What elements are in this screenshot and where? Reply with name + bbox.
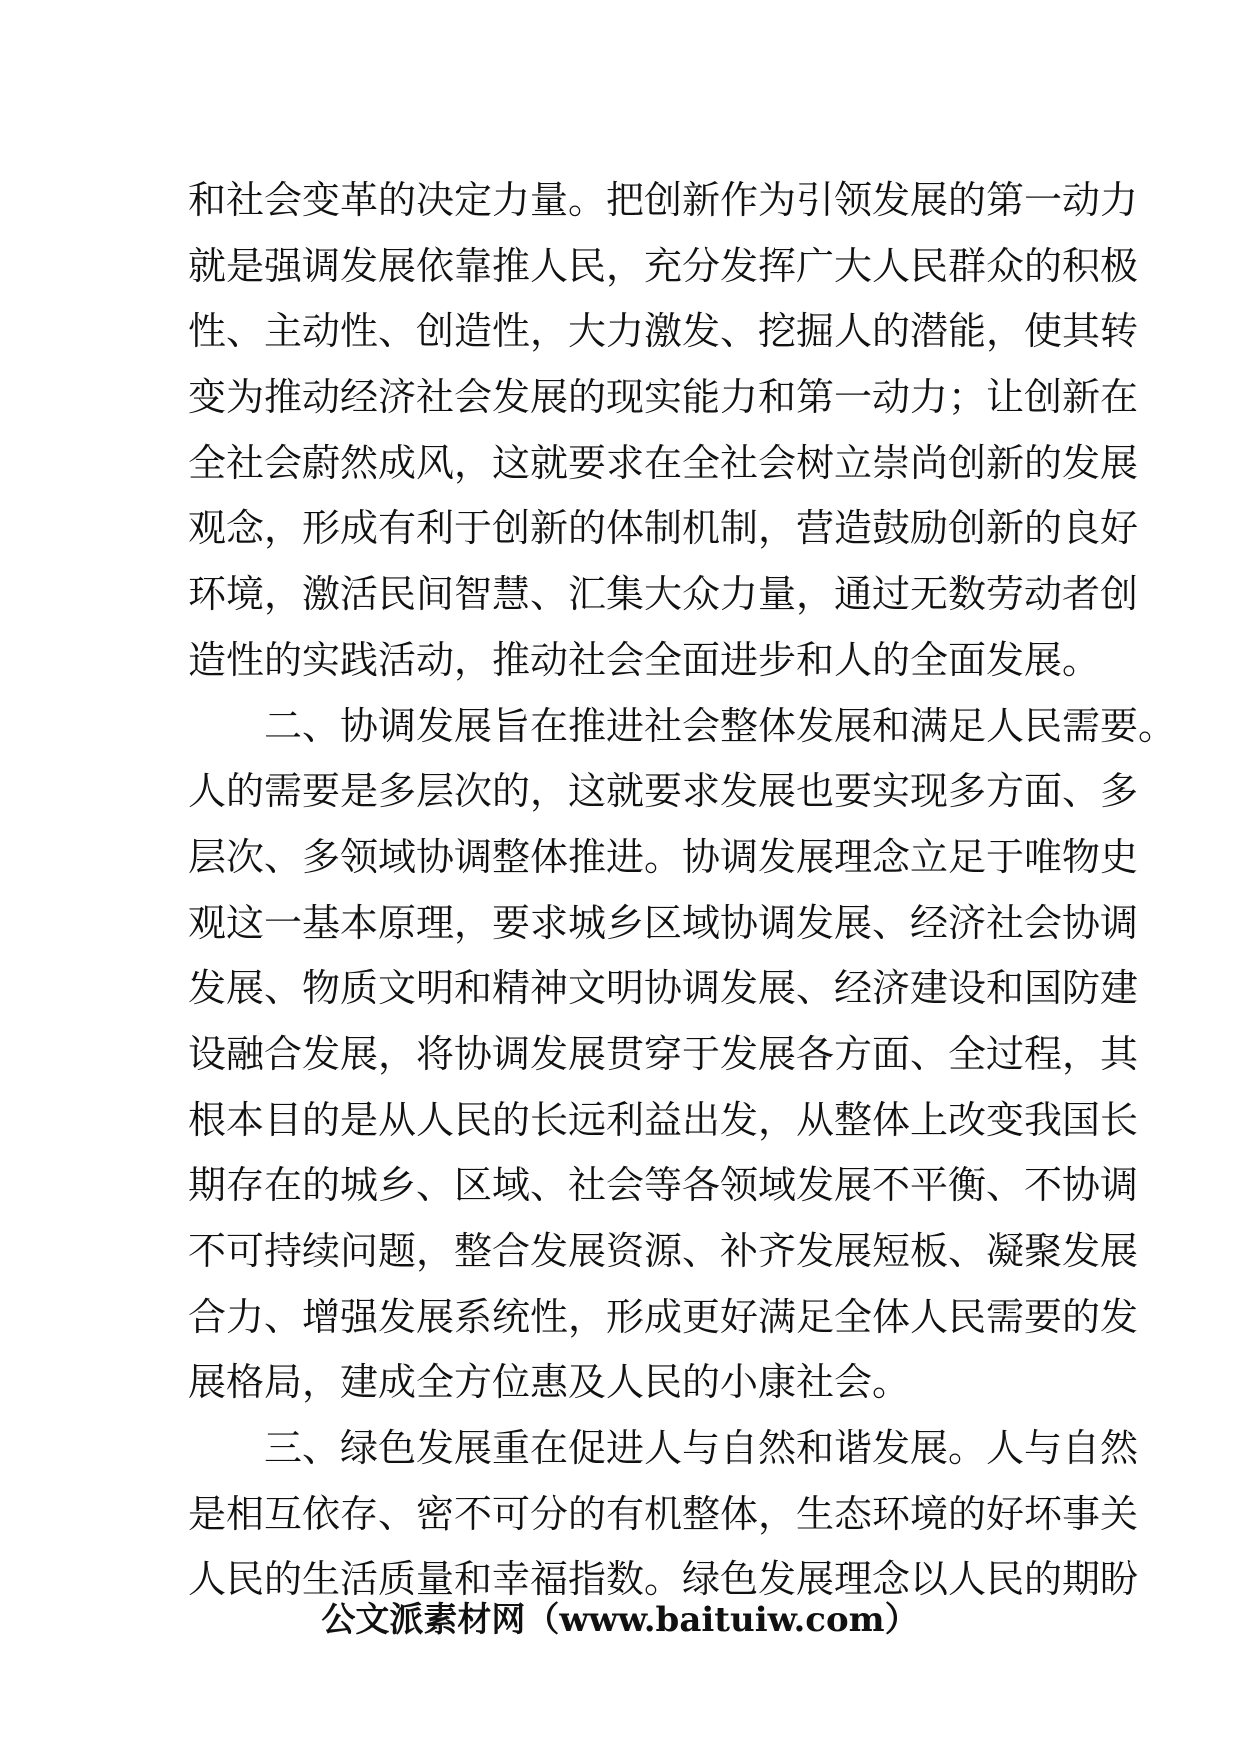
paragraph-heading-line: 二、协调发展旨在推进社会整体发展和满足人民需要。	[188, 703, 1177, 748]
text-line: 展格局，建成全方位惠及人民的小康社会。	[188, 1360, 911, 1405]
text-line: 全社会蔚然成风，这就要求在全社会树立崇尚创新的发展	[188, 440, 1139, 485]
text-line: 发展、物质文明和精神文明协调发展、经济建设和国防建	[188, 966, 1139, 1011]
text-line: 观念，形成有利于创新的体制机制，营造鼓励创新的良好	[188, 506, 1139, 551]
text-line: 人民的生活质量和幸福指数。绿色发展理念以人民的期盼	[188, 1557, 1139, 1602]
text-line: 环境，激活民间智慧、汇集大众力量，通过无数劳动者创	[188, 572, 1139, 617]
page-footer: 公文派素材网（www.baituiw.com）	[321, 1600, 919, 1640]
text-line: 合力、增强发展系统性，形成更好满足全体人民需要的发	[188, 1294, 1139, 1339]
text-line: 设融合发展，将协调发展贯穿于发展各方面、全过程，其	[188, 1031, 1139, 1076]
text-line: 人的需要是多层次的，这就要求发展也要实现多方面、多	[188, 769, 1139, 814]
text-line: 观这一基本原理，要求城乡区域协调发展、经济社会协调	[188, 900, 1139, 945]
text-line: 期存在的城乡、区域、社会等各领域发展不平衡、不协调	[188, 1163, 1139, 1208]
paragraph-heading-line: 三、绿色发展重在促进人与自然和谐发展。人与自然	[188, 1426, 1139, 1471]
text-line: 和社会变革的决定力量。把创新作为引领发展的第一动力	[188, 178, 1139, 222]
text-line: 性、主动性、创造性，大力激发、挖掘人的潜能，使其转	[188, 309, 1139, 354]
text-line: 层次、多领域协调整体推进。协调发展理念立足于唯物史	[188, 834, 1139, 879]
text-line: 造性的实践活动，推动社会全面进步和人的全面发展。	[188, 637, 1101, 682]
text-line: 是相互依存、密不可分的有机整体，生态环境的好坏事关	[188, 1491, 1139, 1536]
text-line: 变为推动经济社会发展的现实能力和第一动力；让创新在	[188, 375, 1139, 420]
text-line: 不可持续问题，整合发展资源、补齐发展短板、凝聚发展	[188, 1229, 1139, 1273]
body-text	[188, 168, 1177, 1613]
text-line: 就是强调发展依靠推人民，充分发挥广大人民群众的积极	[188, 243, 1139, 288]
text-line: 根本目的是从人民的长远利益出发，从整体上改变我国长	[188, 1097, 1139, 1142]
